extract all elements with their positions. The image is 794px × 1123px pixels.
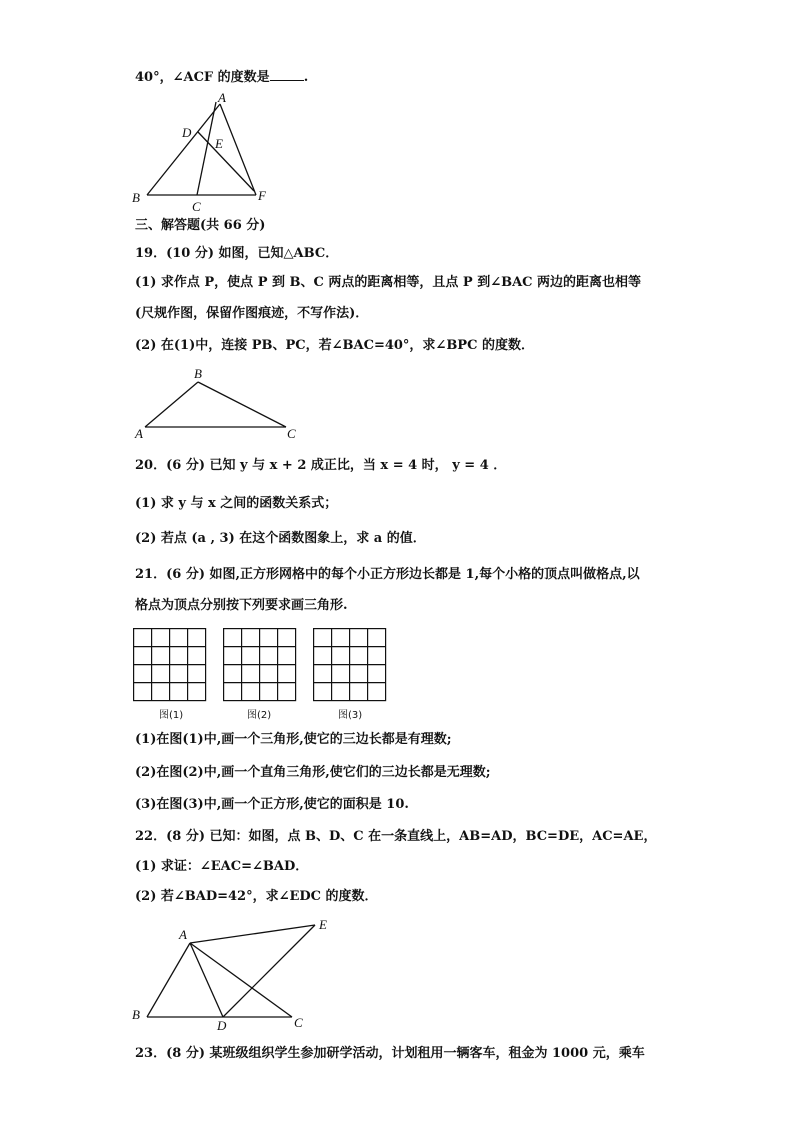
segment-de [223,925,315,1017]
label-d: D [182,125,192,140]
grid-figure-3 [313,628,387,702]
label-b: B [132,1007,140,1022]
q19-part1a: (1) 求作点 P，使点 P 到 B、C 两点的距离相等，且点 P 到∠BAC 两边的距离也相等 [135,275,642,290]
q20-part1: (1) 求 y 与 x 之间的函数关系式； [135,496,338,511]
section-heading: 三、解答题(共 66 分) [135,218,266,233]
label-c: C [287,426,296,441]
q20-head: 20．(6 分) 已知 y 与 x + 2 成正比，当 x = 4 时， y = 4 ． [135,458,507,473]
q18-line: 40°，∠ACF 的度数是 . [135,70,309,85]
q23-head: 23．(8 分) 某班级组织学生参加研学活动，计划租用一辆客车，租金为 1000 元，乘车 [135,1046,645,1061]
label-c: C [192,199,201,214]
segment-ae [190,925,315,943]
q19-part2: (2) 在(1)中，连接 PB、PC，若∠BAC=40°，求∠BPC 的度数． [135,338,534,353]
q22-head: 22．(8 分) 已知：如图，点 B、D、C 在一条直线上，AB=AD，BC=DE，AC=AE， [135,829,657,844]
label-a: A [218,90,226,105]
segment-ab [145,382,198,427]
label-a: A [179,927,187,942]
label-a: A [135,426,143,441]
label-d: D [217,1018,227,1033]
q21-part1: (1)在图(1)中,画一个三角形,使它的三边长都是有理数; [135,732,452,747]
q18-figure [130,90,280,215]
q22-part1: (1) 求证：∠EAC=∠BAD． [135,859,309,874]
grid-caption-3: 图(3) [338,710,363,721]
answer-blank [270,68,304,81]
q19-triangle [130,360,310,445]
segment-ba [147,104,220,195]
q21-part2: (2)在图(2)中,画一个直角三角形,使它们的三边长都是无理数; [135,765,491,780]
q19-part1b: (尺规作图，保留作图痕迹，不写作法)． [135,306,369,321]
label-f: F [258,188,266,203]
segment-af [220,104,256,195]
q21-head2: 格点为顶点分别按下列要求画三角形. [135,598,348,613]
q21-head1: 21．(6 分) 如图,正方形网格中的每个小正方形边长都是 1,每个小格的顶点叫做格点,以 [135,567,640,582]
segment-de [198,132,254,191]
label-e: E [319,917,327,932]
segment-ab [147,943,190,1017]
grid-caption-1: 图(1) [159,710,184,721]
label-b: B [132,190,140,205]
segment-bc [198,382,286,427]
q22-part2: (2) 若∠BAD=42°，求∠EDC 的度数． [135,889,378,904]
q22-figure [130,915,340,1035]
q21-part3: (3)在图(3)中,画一个正方形,使它的面积是 10. [135,797,409,812]
grid-figure-2 [223,628,297,702]
segment-ac [190,943,292,1017]
q20-part2: (2) 若点 (a , 3) 在这个函数图象上，求 a 的值． [135,531,426,546]
grid-caption-2: 图(2) [247,710,272,721]
q19-head: 19．(10 分) 如图，已知△ABC． [135,246,339,261]
label-c: C [294,1015,303,1030]
label-e: E [215,136,223,151]
grid-figure-1 [133,628,207,702]
segment-ad [190,943,223,1017]
label-b: B [194,366,202,381]
